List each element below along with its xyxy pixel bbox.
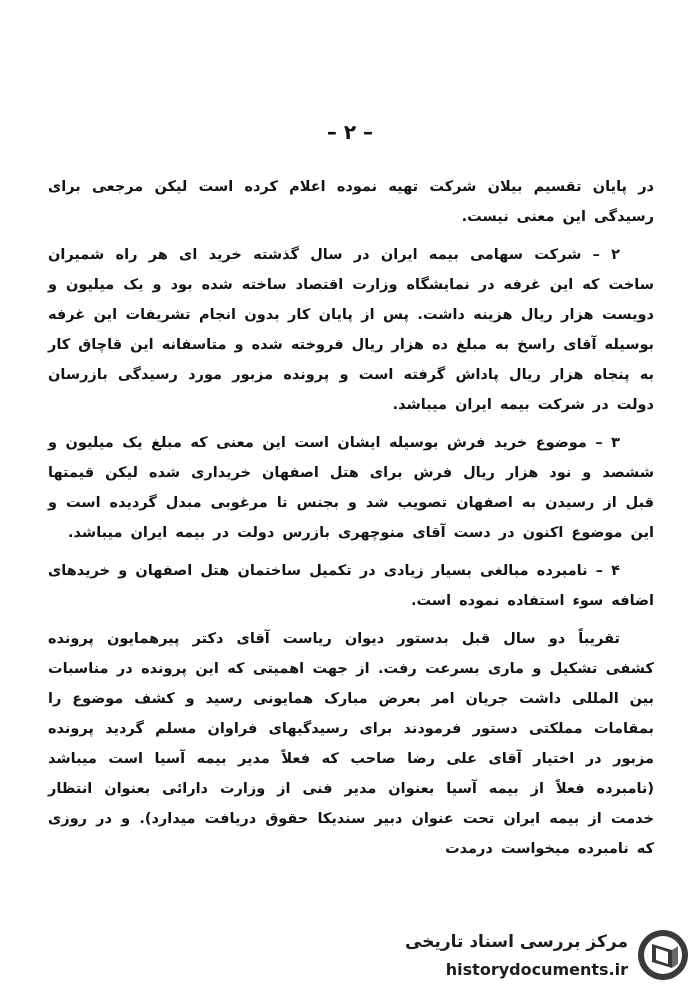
watermark (405, 924, 690, 988)
watermark-site-url: historydocuments.ir (445, 960, 628, 979)
paragraph-closing: تقریباً دو سال قبل بدستور دیوان ریاست آقای دکتر پیرهمایون پرونده کشفی تشکیل و ماری بسرعت رفت. از جهت اهمیتی که این پرونده در مناسبات بین المللی داشت جریان امر بعرض مبارک همایونی رسید و کشف موضوع را بمقامات مملکتی دستور فرمودند برای رسیدگیهای فراوان مسلم گردید پرونده مزبور در اختیار آقای علی رضا صاحب که فعلاً مدیر بیمه آسیا است میباشد (نامبرده فعلاً از بیمه آسیا بعنوان مدیر فنی از وزارت دارائی بعنوان انتظار خدمت از بیمه ایران تحت عنوان دبیر سندیکا حقوق دریافت میدارد). و در روزی که نامبرده میخواست درمدت (48, 631, 654, 857)
archive-logo-icon (636, 928, 690, 982)
paragraph-item-4: ۴ – نامبرده مبالغی بسیار زیادی در تکمیل ساختمان هتل اصفهان و خریدهای اضافه سوء استفاده نموده است. (48, 563, 654, 609)
page-number: – ۲ – (326, 120, 374, 144)
paragraph-item-3: ۳ – موضوع خرید فرش بوسیله ایشان است این معنی که مبلغ یک میلیون و ششصد و نود هزار ریال فرش برای هتل اصفهان خریداری شده لیکن قیمتها قبل از رسیدن به اصفهان تصویب شد و بجنس تا مرغوبی مبدل گردیده است و این موضوع اکنون در دست آقای منوچهری بازرس دولت در بیمه ایران میباشد. (48, 435, 654, 541)
paragraph-item-2: ۲ – شرکت سهامی بیمه ایران در سال گذشته خرید ای هر راه شمیران ساخت که این غرفه در نمایشگاه وزارت اقتصاد ساخته شده بود و یک میلیون و دویست هزار ریال هزینه داشت. پس از پایان کار بدون انجام تشریفات این غرفه بوسیله آقای راسخ به مبلغ ده هزار ریال فروخته شده و متاسفانه این قاچاق کار به پنجاه هزار ریال پاداش گرفته است و پرونده مزبور مورد رسیدگی بازرسان دولت در شرکت بیمه ایران میباشد. (48, 247, 654, 413)
document-body (48, 172, 654, 872)
watermark-org-name: مرکز بررسی اسناد تاریخی (405, 932, 628, 952)
paragraph-intro: در پایان تقسیم بیلان شرکت تهیه نموده اعلام کرده است لیکن مرجعی برای رسیدگی این معنی نیست. (48, 179, 654, 225)
